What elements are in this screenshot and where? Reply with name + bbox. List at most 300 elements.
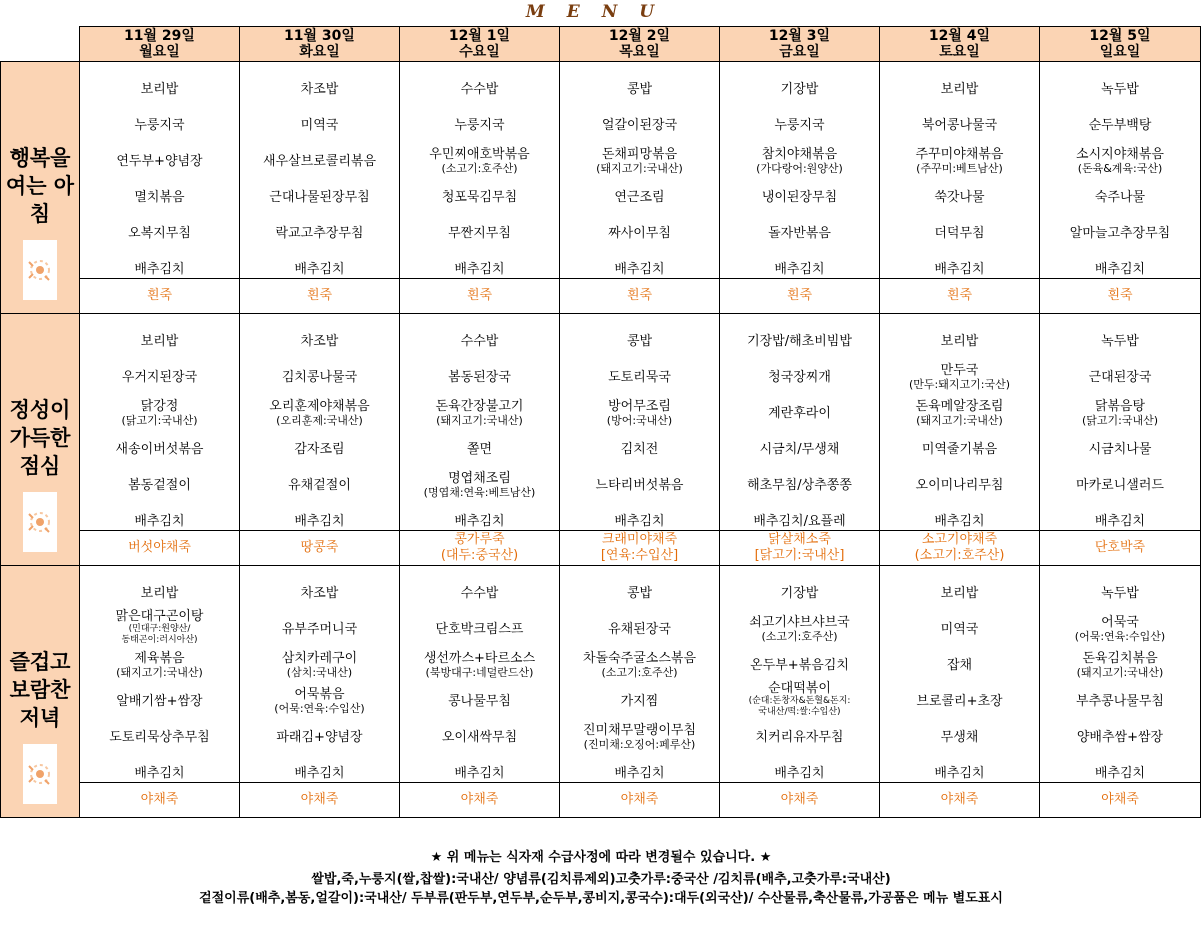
dish-origin: (돼지고기:국내산) (596, 162, 683, 175)
dish-name: 북어콩나물국 (921, 118, 998, 133)
dish-name: 닭볶음탕 (1094, 399, 1146, 414)
porridge-item (560, 530, 719, 565)
porridge-item (720, 782, 879, 817)
dish-name: 배추김치 (774, 766, 825, 781)
menu-cell (400, 566, 560, 818)
dish-name: 배추김치 (294, 262, 345, 277)
meal-row (1, 314, 1201, 566)
menu-item (720, 262, 879, 277)
porridge-item (240, 278, 399, 313)
menu-item (80, 190, 239, 205)
menu-item (240, 687, 399, 715)
menu-item (880, 118, 1039, 133)
dish-origin: (어묵:연육:수입산) (1074, 630, 1166, 643)
dish-name: 유부주머니국 (281, 622, 358, 637)
menu-item (720, 334, 879, 349)
dish-name: 미역줄기볶음 (921, 442, 998, 457)
menu-item (80, 118, 239, 133)
menu-item (80, 609, 239, 646)
menu-item (80, 586, 239, 601)
menu-item (560, 399, 719, 427)
menu-item (400, 442, 559, 457)
dish-name: 돌자반볶음 (768, 226, 831, 241)
menu-item (400, 730, 559, 745)
menu-cell (720, 62, 880, 314)
dish-name: 배추김치 (774, 262, 825, 277)
menu-item (1040, 478, 1200, 493)
header-row (1, 27, 1201, 62)
day-date: 12월 4일 (928, 28, 991, 44)
menu-cell (560, 566, 720, 818)
menu-item (400, 226, 559, 241)
dish-name: 주꾸미야채볶음 (915, 147, 1004, 162)
dish-name: 배추김치 (934, 514, 985, 529)
menu-item (880, 622, 1039, 637)
menu-item (1040, 730, 1200, 745)
menu-item (400, 82, 559, 97)
dish-name: 양배추쌈+쌈장 (1076, 730, 1164, 745)
menu-item (80, 334, 239, 349)
dish-origin: (오리훈제:국내산) (276, 414, 363, 427)
dish-name: 배추김치 (454, 766, 505, 781)
dish-name: 차조밥 (300, 586, 339, 601)
dish-origin: (소고기:호주산) (761, 630, 838, 643)
dish-name: 시금치/무생채 (759, 442, 840, 457)
day-header (400, 27, 560, 62)
meal-label-cell (1, 566, 80, 818)
meal-label-cell (1, 62, 80, 314)
menu-item (560, 723, 719, 751)
meal-name: 행복을 여는 아침 (5, 145, 75, 226)
dish-origin: (순대:돈창자&돈혈&돈지: (748, 696, 851, 706)
menu-item (80, 370, 239, 385)
menu-item (400, 766, 559, 781)
dish-name: 보리밥 (140, 586, 179, 601)
dish-name: 배추김치 (614, 766, 665, 781)
porridge-name: 콩가루죽 (454, 532, 505, 547)
menu-item (880, 694, 1039, 709)
porridge-item (400, 278, 559, 313)
dish-name: 삼치카레구이 (281, 651, 358, 666)
menu-item (560, 514, 719, 529)
day-header (720, 27, 880, 62)
dish-name: 감자조림 (294, 442, 345, 457)
menu-item (720, 370, 879, 385)
menu-item (400, 262, 559, 277)
menu-item (880, 363, 1039, 391)
menu-item (720, 478, 879, 493)
meal-label-cell (1, 314, 80, 566)
dish-name: 보리밥 (940, 334, 979, 349)
dish-name: 어묵볶음 (294, 687, 345, 702)
day-of-week: 금요일 (779, 44, 820, 60)
porridge-name: 흰죽 (466, 288, 493, 303)
dish-origin: (명엽채:연육:베트남산) (423, 486, 536, 499)
menu-cell (80, 566, 240, 818)
dish-name: 기장밥 (780, 586, 819, 601)
dish-origin: (방어:국내산) (606, 414, 673, 427)
dish-origin: (돼지고기:국내산) (436, 414, 523, 427)
dish-name: 미역국 (300, 118, 339, 133)
dish-origin: (만두:돼지고기:국산) (908, 378, 1010, 391)
dish-origin: (닭고기:국내산) (1081, 414, 1159, 427)
menu-item (720, 681, 879, 718)
day-date: 11월 29일 (124, 28, 195, 44)
dish-name: 배추김치 (1094, 514, 1146, 529)
dish-name: 방어무조림 (608, 399, 671, 414)
dish-name: 배추김치/요플레 (753, 514, 846, 529)
dish-name: 우민찌애호박볶음 (429, 147, 530, 162)
porridge-name: 소고기야채죽 (921, 532, 998, 547)
menu-item (720, 514, 879, 529)
menu-item (1040, 334, 1200, 349)
porridge-item (880, 782, 1039, 817)
dish-name: 치커리유자무침 (755, 730, 844, 745)
day-header (80, 27, 240, 62)
dish-name: 기장밥/해초비빔밥 (747, 334, 852, 349)
menu-item (240, 651, 399, 679)
porridge-name: 야채죽 (620, 792, 659, 807)
dish-origin: (가다랑어:원양산) (756, 162, 843, 175)
menu-item (880, 658, 1039, 673)
dish-name: 온두부+볶음김치 (750, 658, 849, 673)
dish-name: 청국장찌개 (768, 370, 831, 385)
menu-item (720, 147, 879, 175)
porridge-name: 닭살채소죽 (768, 532, 831, 547)
porridge-item (720, 278, 879, 313)
dish-name: 마카로니샐러드 (1076, 478, 1164, 493)
porridge-origin: (대두:중국산) (440, 548, 519, 563)
dish-name: 알배기쌈+쌈장 (116, 694, 203, 709)
dish-name: 짜사이무침 (608, 226, 671, 241)
day-of-week: 일요일 (1099, 44, 1141, 60)
menu-item (400, 694, 559, 709)
menu-item (720, 658, 879, 673)
dish-name: 근대된장국 (1088, 370, 1152, 385)
dish-name: 단호박크림스프 (435, 622, 524, 637)
menu-item (1040, 262, 1200, 277)
menu-item (240, 514, 399, 529)
menu-cell (880, 314, 1040, 566)
dish-name: 배추김치 (1094, 766, 1146, 781)
porridge-item (880, 530, 1039, 565)
dish-name: 미역국 (940, 622, 979, 637)
menu-item (400, 399, 559, 427)
dish-name: 맑은대구곤이탕 (115, 609, 204, 624)
meal-decoration-icon (23, 492, 57, 552)
dish-name: 배추김치 (934, 766, 985, 781)
dish-name: 차조밥 (300, 82, 339, 97)
dish-name: 명엽채조림 (448, 471, 511, 486)
day-date: 12월 2일 (608, 28, 671, 44)
dish-name: 브로콜리+초장 (916, 694, 1003, 709)
menu-cell (560, 62, 720, 314)
menu-item (400, 471, 559, 499)
dish-origin: (민대구:원양산/ (128, 624, 191, 634)
porridge-item (880, 278, 1039, 313)
dish-name: 쫄면 (466, 442, 493, 457)
day-header (240, 27, 400, 62)
menu-item (720, 615, 879, 643)
menu-item (1040, 82, 1200, 97)
porridge-name: 야채죽 (1101, 792, 1139, 807)
dish-name: 차돌숙주굴소스볶음 (582, 651, 697, 666)
dish-name: 돈육메알장조림 (915, 399, 1004, 414)
dish-name: 콩밥 (626, 334, 653, 349)
dish-name: 돈육김치볶음 (1082, 651, 1158, 666)
porridge-name: 흰죽 (146, 288, 173, 303)
menu-cell (560, 314, 720, 566)
porridge-item (400, 782, 559, 817)
meal-row (1, 62, 1201, 314)
menu-item (80, 478, 239, 493)
menu-cell (720, 566, 880, 818)
dish-name: 새송이버섯볶음 (115, 442, 204, 457)
menu-item (240, 82, 399, 97)
menu-cell (1040, 314, 1201, 566)
porridge-name: 단호박죽 (1094, 540, 1146, 555)
dish-name: 보리밥 (940, 82, 979, 97)
day-of-week: 목요일 (619, 44, 660, 60)
dish-origin: 국내산/떡:쌀:수입산) (758, 707, 841, 717)
menu-item (240, 442, 399, 457)
dish-origin: (돈육&계육:국산) (1077, 162, 1163, 175)
porridge-name: 흰죽 (1107, 288, 1133, 303)
menu-item (720, 406, 879, 421)
day-of-week: 수요일 (459, 44, 500, 60)
menu-item (880, 190, 1039, 205)
day-header (1040, 27, 1201, 62)
dish-name: 닭강정 (140, 399, 179, 414)
day-date: 11월 30일 (284, 28, 355, 44)
day-date: 12월 1일 (448, 28, 511, 44)
dish-name: 누룽지국 (454, 118, 505, 133)
dish-name: 돈채피망볶음 (601, 147, 678, 162)
menu-item (880, 334, 1039, 349)
menu-item (80, 766, 239, 781)
menu-item (400, 118, 559, 133)
dish-name: 오복지무침 (128, 226, 191, 241)
dish-name: 김치콩나물국 (281, 370, 358, 385)
dish-name: 오이새싹무침 (441, 730, 518, 745)
dish-origin: (삼치:국내산) (286, 666, 353, 679)
day-date: 12월 3일 (768, 28, 831, 44)
menu-item (720, 226, 879, 241)
menu-item (720, 586, 879, 601)
notice-line: ★ 위 메뉴는 식자재 수급사정에 따라 변경될수 있습니다. ★ (430, 850, 772, 865)
porridge-name: 흰죽 (306, 288, 333, 303)
menu-cell (80, 314, 240, 566)
menu-item (1040, 118, 1200, 133)
menu-item (240, 766, 399, 781)
dish-origin: (돼지고기:국내산) (1076, 666, 1164, 679)
meal-name: 즐겁고 보람찬 저녁 (9, 649, 71, 730)
dish-origin: (진미채:오징어:페루산) (583, 738, 696, 751)
dish-name: 배추김치 (294, 514, 345, 529)
porridge-name: 야채죽 (140, 792, 179, 807)
dish-name: 보리밥 (940, 586, 979, 601)
dish-name: 녹두밥 (1101, 586, 1139, 601)
porridge-origin: (소고기:호주산) (914, 548, 1005, 563)
porridge-name: 흰죽 (786, 288, 813, 303)
menu-item (1040, 766, 1200, 781)
porridge-item (1040, 782, 1200, 817)
dish-name: 보리밥 (140, 82, 179, 97)
menu-item (80, 442, 239, 457)
menu-item (560, 478, 719, 493)
dish-name: 콩밥 (626, 82, 653, 97)
dish-origin: (돼지고기:국내산) (116, 666, 203, 679)
dish-name: 배추김치 (614, 262, 665, 277)
dish-name: 알마늘고추장무침 (1069, 226, 1171, 241)
meal-decoration-icon (23, 240, 57, 300)
menu-item (880, 442, 1039, 457)
dish-name: 봄동된장국 (448, 370, 511, 385)
menu-item (1040, 586, 1200, 601)
dish-name: 유채겉절이 (288, 478, 351, 493)
porridge-name: 흰죽 (946, 288, 973, 303)
menu-item (720, 766, 879, 781)
porridge-item (80, 782, 239, 817)
dish-name: 쑥갓나물 (934, 190, 985, 205)
menu-item (240, 370, 399, 385)
dish-name: 수수밥 (460, 82, 499, 97)
porridge-item (80, 530, 239, 565)
dish-name: 진미채무말랭이무침 (582, 723, 697, 738)
porridge-item (240, 782, 399, 817)
dish-name: 얼갈이된장국 (601, 118, 678, 133)
dish-name: 순두부백탕 (1088, 118, 1152, 133)
menu-item (560, 147, 719, 175)
menu-item (400, 586, 559, 601)
dish-name: 봄동겉절이 (128, 478, 191, 493)
dish-name: 배추김치 (294, 766, 345, 781)
dish-name: 순대떡볶이 (768, 681, 831, 696)
dish-name: 냉이된장무침 (761, 190, 838, 205)
menu-item (1040, 370, 1200, 385)
dish-name: 우거지된장국 (121, 370, 198, 385)
dish-name: 참치야채볶음 (761, 147, 838, 162)
menu-item (80, 226, 239, 241)
dish-name: 파래김+양념장 (276, 730, 363, 745)
menu-item (240, 334, 399, 349)
menu-cell (240, 566, 400, 818)
menu-item (880, 514, 1039, 529)
dish-name: 멸치볶음 (134, 190, 185, 205)
menu-item (80, 514, 239, 529)
day-date: 12월 5일 (1089, 28, 1151, 44)
menu-item (80, 651, 239, 679)
porridge-item (1040, 278, 1200, 313)
dish-name: 더덕무침 (934, 226, 985, 241)
menu-item (880, 399, 1039, 427)
porridge-name: 야채죽 (940, 792, 979, 807)
menu-item (880, 262, 1039, 277)
dish-origin: (어묵:연육:수입산) (274, 702, 365, 715)
dish-name: 배추김치 (1094, 262, 1146, 277)
menu-item (80, 82, 239, 97)
dish-name: 무생채 (940, 730, 979, 745)
menu-item (880, 586, 1039, 601)
porridge-name: 버섯야채죽 (128, 540, 191, 555)
dish-origin: 동태곤이:러시아산) (121, 635, 198, 645)
menu-cell (880, 566, 1040, 818)
meal-name: 정성이 가득한 점심 (9, 397, 71, 478)
dish-name: 배추김치 (934, 262, 985, 277)
dish-name: 수수밥 (460, 586, 499, 601)
menu-item (1040, 651, 1200, 679)
menu-item (400, 370, 559, 385)
dish-name: 계란후라이 (768, 406, 831, 421)
dish-name: 연근조림 (614, 190, 665, 205)
dish-name: 도토리묵상추무침 (109, 730, 210, 745)
menu-item (560, 370, 719, 385)
menu-cell (1040, 62, 1201, 314)
porridge-name: 땅콩죽 (300, 540, 339, 555)
menu-item (560, 651, 719, 679)
dish-name: 배추김치 (134, 514, 185, 529)
menu-item (80, 694, 239, 709)
menu-item (240, 118, 399, 133)
dish-name: 배추김치 (614, 514, 665, 529)
day-of-week: 토요일 (939, 44, 980, 60)
menu-item (560, 766, 719, 781)
dish-name: 오리훈제야채볶음 (269, 399, 370, 414)
dish-name: 무짠지무침 (448, 226, 511, 241)
menu-item (240, 262, 399, 277)
menu-item (80, 262, 239, 277)
menu-item (720, 190, 879, 205)
menu-item (400, 651, 559, 679)
dish-name: 해초무침/상추쫑쫑 (747, 478, 852, 493)
menu-item (240, 622, 399, 637)
porridge-item (80, 278, 239, 313)
porridge-item (560, 278, 719, 313)
menu-item (1040, 147, 1200, 175)
porridge-name: 야채죽 (460, 792, 499, 807)
meal-row (1, 566, 1201, 818)
porridge-name: 흰죽 (626, 288, 653, 303)
menu-cell (80, 62, 240, 314)
menu-item (1040, 514, 1200, 529)
menu-item (1040, 190, 1200, 205)
menu-item (240, 730, 399, 745)
menu-item (1040, 615, 1200, 643)
menu-item (560, 262, 719, 277)
menu-item (1040, 399, 1200, 427)
dish-name: 락교고추장무침 (275, 226, 364, 241)
porridge-origin: [연육:수입산] (600, 548, 679, 563)
dish-name: 연두부+양념장 (116, 154, 203, 169)
menu-table (0, 26, 1201, 818)
dish-name: 잡채 (946, 658, 973, 673)
day-header (880, 27, 1040, 62)
menu-item (400, 622, 559, 637)
menu-item (880, 147, 1039, 175)
menu-item (720, 442, 879, 457)
dish-origin: (북방대구:네덜란드산) (425, 666, 534, 679)
menu-title: MENU (525, 2, 677, 22)
menu-item (720, 730, 879, 745)
dish-name: 느타리버섯볶음 (595, 478, 684, 493)
menu-cell (400, 314, 560, 566)
dish-name: 돈육간장불고기 (435, 399, 524, 414)
porridge-item (560, 782, 719, 817)
menu-item (240, 154, 399, 169)
dish-name: 부추콩나물무침 (1076, 694, 1164, 709)
menu-item (560, 622, 719, 637)
porridge-item (240, 530, 399, 565)
